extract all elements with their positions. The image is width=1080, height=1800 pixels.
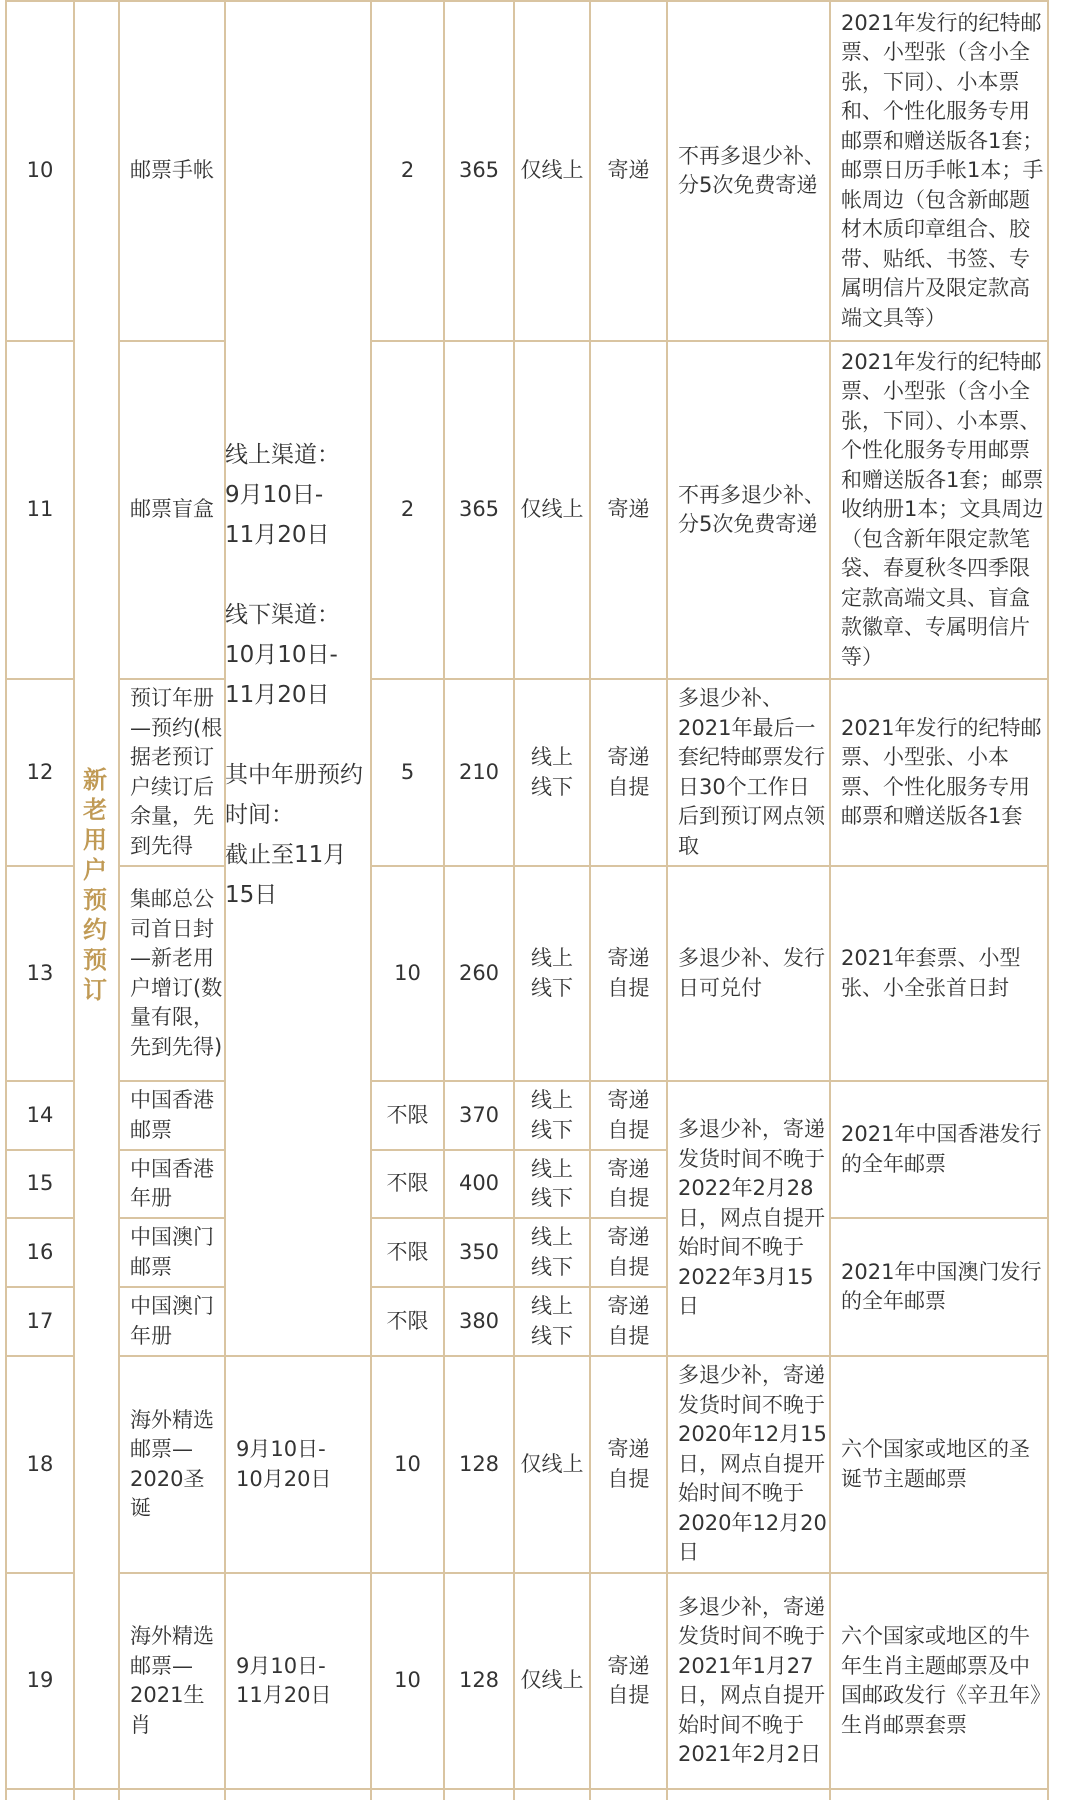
content-macau: 2021年中国澳门发行的全年邮票 — [841, 1259, 1042, 1313]
content: 六个国家或地区的圣诞节主题邮票 — [841, 1437, 1030, 1491]
price: 365 — [458, 158, 500, 183]
product-name: 中国澳门邮票 — [130, 1225, 214, 1279]
product-name: 中国澳门年册 — [130, 1294, 214, 1348]
purchase-limit: 不限 — [386, 1308, 429, 1333]
delivery-method: 寄递 自提 — [607, 1437, 650, 1491]
row-number: 12 — [26, 759, 54, 784]
channel: 线上 线下 — [531, 946, 573, 1000]
delivery-method: 寄递 自提 — [607, 745, 650, 799]
product-name: 中国香港年册 — [130, 1156, 214, 1210]
price: 210 — [458, 759, 500, 784]
shared-sale-period: 线上渠道： 9月10日- 11月20日 线下渠道： 10月10日- 11月20日 其中年册预约时间： 截止至11月15日 — [225, 442, 363, 908]
purchase-limit: 2 — [400, 497, 415, 522]
purchase-limit: 10 — [394, 960, 421, 985]
price: 365 — [458, 497, 500, 522]
channel: 线上 线下 — [531, 745, 573, 799]
note: 多退少补、发行日可兑付 — [678, 946, 825, 1000]
channel: 线上 线下 — [531, 1156, 573, 1210]
row-number: 13 — [26, 960, 54, 985]
note: 不再多退少补、分5次免费寄递 — [678, 482, 825, 536]
product-name: 海外精选邮票—2020圣诞 — [130, 1407, 214, 1520]
note: 多退少补，寄递发货时间不晚于2021年1月27日，网点自提开始时间不晚于2021年2月2日 — [678, 1594, 825, 1766]
purchase-limit: 不限 — [386, 1239, 429, 1264]
content: 2021年发行的纪特邮票、小型张、小本票、个性化服务专用邮票和赠送版各1套 — [841, 715, 1042, 828]
channel: 线上 线下 — [531, 1225, 573, 1279]
product-name: 集邮总公司首日封—新老用户增订(数量有限，先到先得) — [130, 887, 223, 1059]
delivery-method: 寄递 自提 — [607, 946, 650, 1000]
channel: 仅线上 — [520, 1668, 584, 1693]
price: 400 — [458, 1171, 500, 1196]
row-number: 19 — [26, 1668, 54, 1693]
sale-period: 9月10日- 11月20日 — [236, 1653, 332, 1707]
row-number: 11 — [26, 497, 54, 522]
delivery-method: 寄递 自提 — [607, 1088, 650, 1142]
delivery-method: 寄递 自提 — [607, 1156, 650, 1210]
product-name: 邮票手帐 — [130, 158, 214, 183]
row-number: 14 — [26, 1102, 54, 1127]
price: 370 — [458, 1102, 500, 1127]
content: 2021年发行的纪特邮票、小型张（含小全张，下同）、小本票、个性化服务专用邮票和赠送版各1套；邮票收纳册1本；文具周边（包含新年限定款笔袋、春夏秋冬四季限定款高端文具、盲盒款徽章、专属明信片等） — [841, 349, 1044, 669]
price: 260 — [458, 960, 500, 985]
purchase-limit: 10 — [394, 1451, 421, 1476]
category-label: 新老用户预约预订 — [83, 766, 107, 1004]
content: 2021年发行的纪特邮票、小型张（含小全张，下同）、小本票和、个性化服务专用邮票和赠送版各1套；邮票日历手帐1本；手帐周边（包含新邮题材木质印章组合、胶带、贴纸、书签、专属明信片及限定款高端文具等） — [841, 10, 1044, 330]
purchase-limit: 5 — [400, 759, 415, 784]
row-number: 17 — [26, 1308, 54, 1333]
delivery-method: 寄递 自提 — [607, 1653, 650, 1707]
delivery-method: 寄递 — [607, 158, 650, 183]
product-name: 海外精选邮票—2021生肖 — [130, 1624, 214, 1737]
content: 2021年套票、小型张、小全张首日封 — [841, 946, 1021, 1000]
price: 350 — [458, 1239, 500, 1264]
content: 六个国家或地区的牛年生肖主题邮票及中国邮政发行《辛丑年》生肖邮票套票 — [841, 1624, 1041, 1737]
grid-line — [1047, 0, 1049, 1800]
price: 128 — [458, 1451, 500, 1476]
purchase-limit: 10 — [394, 1668, 421, 1693]
channel: 线上 线下 — [531, 1088, 573, 1142]
price: 128 — [458, 1668, 500, 1693]
note: 多退少补，寄递发货时间不晚于2020年12月15日，网点自提开始时间不晚于2020年12月20日 — [678, 1363, 827, 1565]
purchase-limit: 不限 — [386, 1102, 429, 1127]
grid-line — [73, 0, 75, 1800]
note: 不再多退少补、分5次免费寄递 — [678, 143, 825, 197]
product-name: 中国香港邮票 — [130, 1088, 214, 1142]
merged-note-hk-macau: 多退少补，寄递发货时间不晚于2022年2月28日，网点自提开始时间不晚于2022年3月15日 — [678, 1117, 825, 1319]
purchase-limit: 2 — [400, 158, 415, 183]
sale-period: 9月10日- 10月20日 — [236, 1437, 332, 1491]
channel: 仅线上 — [520, 1451, 584, 1476]
delivery-method: 寄递 — [607, 497, 650, 522]
product-name: 预订年册—预约(根据老预订户续订后余量，先到先得 — [130, 686, 223, 858]
delivery-method: 寄递 自提 — [607, 1225, 650, 1279]
channel: 仅线上 — [520, 158, 584, 183]
delivery-method: 寄递 自提 — [607, 1294, 650, 1348]
row-border — [5, 1788, 1049, 1790]
row-number: 18 — [26, 1451, 54, 1476]
note: 多退少补、2021年最后一套纪特邮票发行日30个工作日后到预订网点领取 — [678, 686, 825, 858]
row-number: 10 — [26, 158, 54, 183]
channel: 线上 线下 — [531, 1294, 573, 1348]
price: 380 — [458, 1308, 500, 1333]
content-hk: 2021年中国香港发行的全年邮票 — [841, 1122, 1042, 1176]
product-name: 邮票盲盒 — [130, 497, 214, 522]
row-number: 15 — [26, 1171, 54, 1196]
row-number: 16 — [26, 1239, 54, 1264]
channel: 仅线上 — [520, 497, 584, 522]
purchase-limit: 不限 — [386, 1171, 429, 1196]
